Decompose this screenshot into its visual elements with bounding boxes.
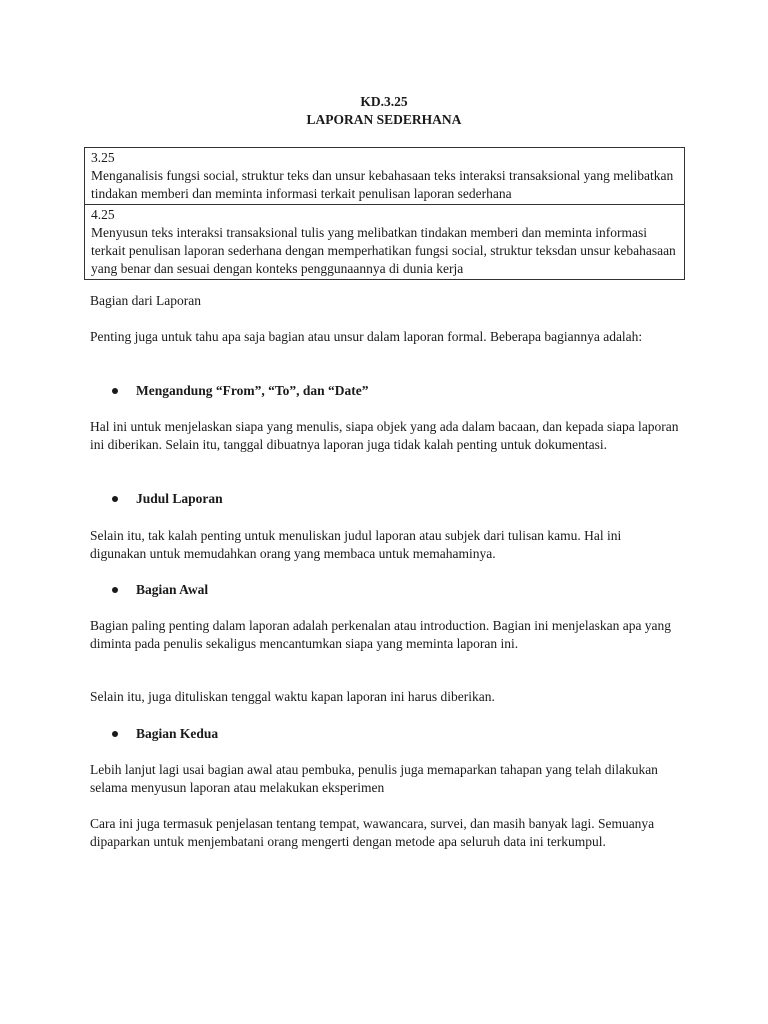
competency-text: Menyusun teks interaksi transaksional tulis yang melibatkan tindakan memberi dan meminta informasi terkait penulisan laporan sederhana dengan memperhatikan fungsi social, struktur teksdan unsur kebahasaan yang benar dan sesuai dengan konteks penggunaannya di dunia kerja [91,225,676,276]
section-paragraph: Hal ini untuk menjelaskan siapa yang menulis, siapa objek yang ada dalam bacaan, dan kepada siapa laporan ini diberikan. Selain itu, tanggal dibuatnya laporan juga tidak kalah penting untuk dokumentasi. [90,419,679,452]
section-paragraph: Bagian paling penting dalam laporan adalah perkenalan atau introduction. Bagian ini menjelaskan apa yang diminta pada penulis sekaligus mencantumkan siapa yang meminta laporan ini. [90,618,672,651]
competency-cell [85,148,685,205]
competency-text: Menganalisis fungsi social, struktur teks dan unsur kebahasaan teks interaksi transaksional yang melibatkan tindakan memberi dan meminta informasi terkait penulisan laporan sederhana [91,168,674,201]
intro-text: Penting juga untuk tahu apa saja bagian atau unsur dalam laporan formal. Beberapa bagiannya adalah: [90,329,643,344]
intro-heading: Bagian dari Laporan [90,293,201,308]
competency-cell [85,205,685,280]
bullet-icon [112,587,118,593]
section-paragraph: Selain itu, juga dituliskan tenggal waktu kapan laporan ini harus diberikan. [90,689,495,704]
section-paragraph: Cara ini juga termasuk penjelasan tentang tempat, wawancara, survei, dan masih banyak lagi. Semuanya dipaparkan untuk menjembatani orang mengerti dengan metode apa seluruh data ini terkumpul. [90,816,655,849]
competency-table [84,147,685,280]
competency-number: 3.25 [91,150,115,165]
section-paragraph: Selain itu, tak kalah penting untuk menuliskan judul laporan atau subjek dari tulisan kamu. Hal ini digunakan untuk memudahkan orang yang membaca untuk memahaminya. [90,528,622,561]
competency-row [85,205,685,280]
section-title: Mengandung “From”, “To”, dan “Date” [136,383,369,398]
section-title: Bagian Kedua [136,726,219,741]
section-title: Bagian Awal [136,582,209,597]
competency-code: KD.3.25 [360,94,408,109]
section-paragraph: Lebih lanjut lagi usai bagian awal atau pembuka, penulis juga memaparkan tahapan yang telah dilakukan selama menyusun laporan atau melakukan eksperimen [90,762,658,795]
section-title: Judul Laporan [136,491,223,506]
bullet-icon [112,388,118,394]
bullet-icon [112,496,118,502]
competency-row [85,148,685,205]
competency-number: 4.25 [91,207,115,222]
document-title: LAPORAN SEDERHANA [306,112,462,127]
bullet-icon [112,731,118,737]
